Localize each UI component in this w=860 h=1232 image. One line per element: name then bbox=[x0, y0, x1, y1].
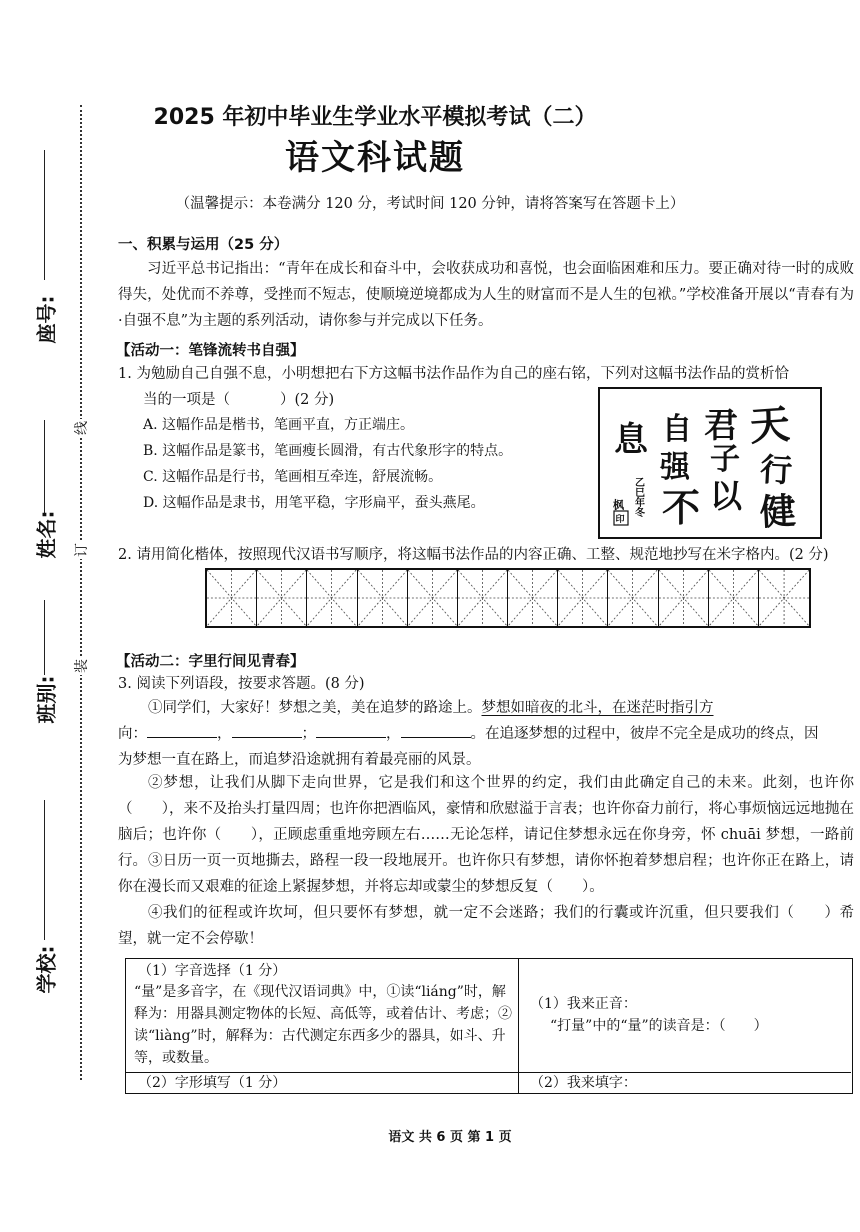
cut-mark-zhuang: 装 bbox=[71, 657, 91, 675]
seat-label: 座号: bbox=[34, 295, 59, 344]
q1-option-a: A. 这幅作品是楷书，笔画平直，方正端庄。 bbox=[143, 417, 415, 433]
name-label: 姓名: bbox=[34, 510, 59, 559]
class-field bbox=[20, 600, 70, 740]
callig-char-bu: 不 bbox=[662, 485, 701, 530]
class-underline[interactable] bbox=[44, 600, 45, 675]
mi-grid-cell[interactable] bbox=[759, 570, 809, 626]
p1-part-b: 梦想如暗夜的北斗，在迷茫时指引方 bbox=[481, 700, 714, 716]
seat-field bbox=[20, 150, 70, 350]
q1-stem: 当的一项是（ bbox=[143, 392, 230, 408]
callig-char-zi2: 自 bbox=[662, 412, 692, 447]
name-field bbox=[20, 420, 70, 580]
mi-grid-cell[interactable] bbox=[709, 570, 759, 626]
mi-grid-cell[interactable] bbox=[608, 570, 658, 626]
binding-dotted-line bbox=[80, 105, 82, 1080]
p1-blank-4[interactable] bbox=[401, 722, 471, 738]
activity2-heading: 【活动二：字里行间见青春】 bbox=[116, 654, 305, 670]
q1-option-c: C. 这幅作品是行书，笔画相互牵连，舒展流畅。 bbox=[143, 469, 443, 485]
paragraph-2: ②梦想，让我们从脚下走向世界，它是我们和这个世界的约定，我们由此确定自己的未来。此刻，也许你（ ），来不及抬头打量四周；也许你把酒临风，豪情和欣慰溢于言表；也许你奋力前行，将心事烦恼远远地抛在脑后；也许你（ ），正顾虑重重地旁顾左右……无论怎样，请记住梦想永远在你身旁，怀 chuāi 梦想，一路前行。 bbox=[118, 775, 854, 869]
p1-part-a: ①同学们，大家好！梦想之美，美在追梦的路途上。 bbox=[148, 700, 482, 716]
callig-inscription2: 枫 bbox=[611, 499, 625, 510]
callig-char-jun: 君 bbox=[704, 406, 738, 446]
table-cell-form-title: （2）字形填写（1 分） bbox=[138, 1075, 287, 1091]
page-footer: 语文 共 6 页 第 1 页 bbox=[388, 1130, 512, 1145]
q1-score: ）(2 分) bbox=[280, 392, 335, 408]
mi-grid-cell[interactable] bbox=[207, 570, 257, 626]
callig-char-jian: 健 bbox=[758, 490, 797, 534]
paragraph-4: ④我们的征程或许坎坷，但只要怀有梦想，就一定不会迷路；我们的行囊或许沉重，但只要我们（ ）希望，就一定不会停歇！ bbox=[118, 905, 854, 947]
table-cell-pinyin-title: （1）字音选择（1 分） bbox=[138, 963, 287, 979]
p1-line3: 为梦想一直在路上，而追梦沿途就拥有着最亮丽的风景。 bbox=[118, 752, 481, 768]
seat-underline[interactable] bbox=[44, 150, 45, 280]
callig-char-xi: 息 bbox=[614, 420, 648, 460]
mi-grid-cell[interactable] bbox=[458, 570, 508, 626]
q1-line2 bbox=[143, 388, 334, 409]
mi-grid bbox=[205, 568, 811, 628]
q1-line1: 1. 为勉励自己自强不息，小明想把右下方这幅书法作品作为自己的座右铭，下列对这幅书法作品的赏析恰 bbox=[118, 366, 789, 382]
mi-grid-cell[interactable] bbox=[307, 570, 357, 626]
p1-blank-1[interactable] bbox=[147, 722, 217, 738]
binding-margin bbox=[0, 0, 100, 1232]
paragraph-3: ③日历一页一页地撕去，路程一段一段地展开。也许你只有梦想，请你怀抱着梦想启程；也许你正在路上，请你在漫长而又艰难的征途上紧握梦想，并将忘却或蒙尘的梦想反复（ ）。 bbox=[118, 853, 854, 895]
table-cell-pinyin-body: “量”是多音字，在《现代汉语词典》中，①读“liáng”时，解释为：用器具测定物体的长短、高低等，或着估计、考虑；②读“liàng”时，解释为：古代测定东西多少的器具，如斗、升等，或数量。 bbox=[134, 984, 512, 1066]
table-cell-correct-title: （1）我来正音： bbox=[530, 996, 637, 1012]
mi-grid-cell[interactable] bbox=[659, 570, 709, 626]
activity1-heading: 【活动一：笔锋流转书自强】 bbox=[116, 343, 305, 359]
school-field bbox=[20, 800, 70, 1000]
mi-grid-cell[interactable] bbox=[508, 570, 558, 626]
callig-char-tian: 天 bbox=[748, 400, 792, 451]
callig-char-qiang: 强 bbox=[660, 450, 690, 485]
mi-grid-cell[interactable] bbox=[257, 570, 307, 626]
callig-char-zi: 子 bbox=[710, 442, 740, 477]
answer-table bbox=[125, 958, 853, 1094]
p1-blank-3[interactable] bbox=[316, 722, 386, 738]
q3-line: 3. 阅读下列语段，按要求答题。(8 分) bbox=[118, 676, 365, 692]
class-label: 班别: bbox=[34, 675, 59, 724]
calligraphy-drawing bbox=[600, 389, 820, 537]
mi-grid-cell[interactable] bbox=[408, 570, 458, 626]
exam-title: 2025 年初中毕业生学业水平模拟考试（二） bbox=[153, 105, 597, 130]
section1-intro: 习近平总书记指出：“青年在成长和奋斗中，会收获成功和喜悦，也会面临困难和压力。要正确对待一时的成败得失，处优而不养尊，受挫而不短志，使顺境逆境都成为人生的财富而不是人生的包袱。”学校准备开展以“青春有为·自强不息”为主题的系列活动，请你参与并完成以下任务。 bbox=[118, 261, 854, 329]
cut-mark-line: 线 bbox=[71, 419, 91, 437]
exam-tip: （温馨提示：本卷满分 120 分，考试时间 120 分钟，请将答案写在答题卡上） bbox=[175, 196, 685, 212]
p1-part-d: 。在追逐梦想的过程中，彼岸不完全是成功的终点，因 bbox=[470, 726, 819, 742]
cut-mark-ding: 订 bbox=[71, 541, 91, 559]
p1-blank-2[interactable] bbox=[232, 722, 302, 738]
name-underline[interactable] bbox=[44, 420, 45, 515]
p1-part-c: 向： bbox=[118, 726, 147, 742]
callig-char-xing: 行 bbox=[759, 450, 794, 490]
section1-heading: 一、积累与运用（25 分） bbox=[118, 237, 289, 253]
callig-char-yi: 以 bbox=[710, 477, 743, 515]
p1-line2: 向： ， ； ， 。在追逐梦想的过程中，彼岸不完全是成功的终点，因 bbox=[118, 722, 819, 743]
callig-seal-char: 印 bbox=[615, 515, 625, 525]
q1-option-b: B. 这幅作品是篆书，笔画瘦长圆滑，有古代象形字的特点。 bbox=[143, 443, 513, 459]
mi-grid-cell[interactable] bbox=[358, 570, 408, 626]
table-cell-correct-body[interactable]: “打量”中的“量”的读音是：（ ） bbox=[550, 1018, 768, 1034]
mi-grid-cell[interactable] bbox=[558, 570, 608, 626]
q1-option-d: D. 这幅作品是隶书，用笔平稳，字形扁平，蚕头燕尾。 bbox=[143, 495, 485, 511]
school-label: 学校: bbox=[34, 945, 59, 994]
callig-inscription: 乙巳年冬 bbox=[632, 477, 644, 517]
table-cell-fill-title[interactable]: （2）我来填字： bbox=[530, 1075, 637, 1091]
p1-line1 bbox=[148, 696, 714, 717]
school-underline[interactable] bbox=[44, 800, 45, 940]
q2-line: 2. 请用简化楷体，按照现代汉语书写顺序，将这幅书法作品的内容正确、工整、规范地抄写在米字格内。(2 分) bbox=[118, 547, 829, 563]
calligraphy-artwork bbox=[598, 387, 822, 539]
exam-subtitle: 语文科试题 bbox=[285, 138, 465, 178]
